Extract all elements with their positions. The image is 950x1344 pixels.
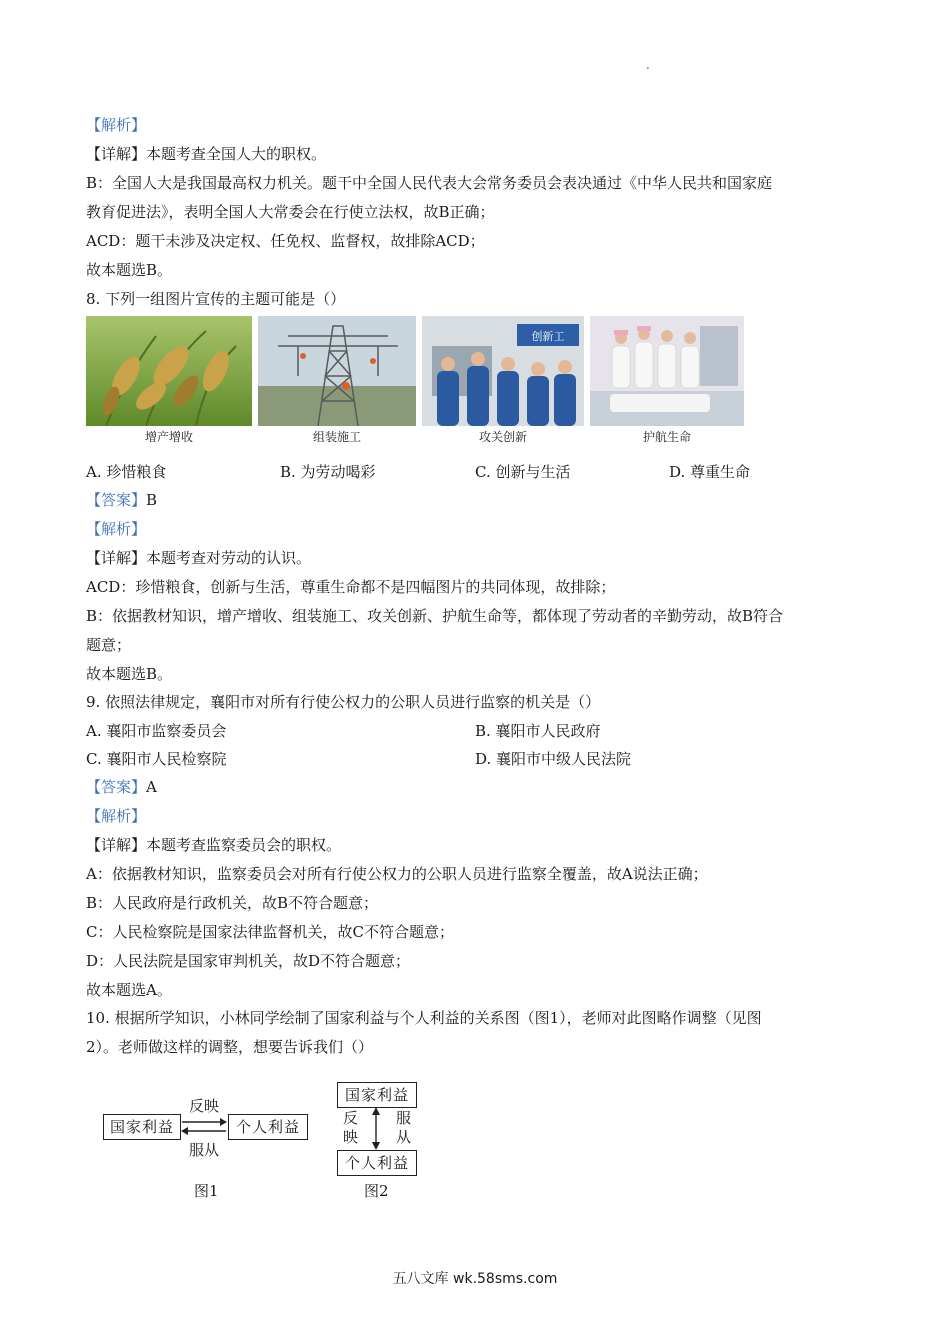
- banner-text: 创新工: [531, 330, 565, 343]
- innovation-team-photo: [422, 316, 584, 426]
- fig2-national-interest-box: 国家利益: [337, 1082, 417, 1108]
- tower-construction-photo: [258, 316, 416, 426]
- q9-answer-line: [86, 773, 876, 802]
- q8-detail-1: 【详解】本题考查对劳动的认识。: [86, 549, 312, 567]
- fig2-reflect-label-1: 反: [343, 1109, 359, 1127]
- fig2-personal-interest-box: 个人利益: [337, 1150, 417, 1176]
- q8-question: 8. 下列一组图片宣传的主题可能是（）: [86, 290, 346, 308]
- q9-option-d: D. 襄阳市中级人民法院: [475, 750, 632, 768]
- q9-detail-3: B：人民政府是行政机关，故B不符合题意；: [86, 894, 379, 912]
- q7-detail-1: 【详解】本题考查全国人大的职权。: [86, 145, 327, 163]
- q7-detail-3: 教育促进法》，表明全国人大常委会在行使立法权，故B正确；: [86, 203, 495, 221]
- q7-detail-2: B：全国人大是我国最高权力机关。题干中全国人民代表大会常务委员会表决通过《中华人民共和国家庭: [86, 174, 773, 192]
- q8-option-c: C. 创新与生活: [475, 463, 571, 481]
- fig2-arrows: [366, 1107, 386, 1150]
- q10-question-1: 10. 根据所学知识，小林同学绘制了国家利益与个人利益的关系图（图1），老师对此图略作调整（见图: [86, 1009, 762, 1027]
- fig1-caption: 图1: [194, 1182, 219, 1200]
- footer-watermark[interactable]: 五八文库 wk.58sms.com: [392, 1271, 558, 1287]
- q9-detail-5: D：人民法院是国家审判机关，故D不符合题意；: [86, 952, 411, 970]
- fig1-national-interest-box: 国家利益: [103, 1114, 181, 1140]
- q7-detail-4: ACD：题干未涉及决定权、任免权、监督权，故排除ACD；: [86, 232, 485, 250]
- analysis-tag: 【解析】: [86, 116, 147, 134]
- fig1-obey-label: 服从: [189, 1141, 220, 1159]
- fig2-caption: 图2: [364, 1182, 389, 1200]
- q9-answer-value: A: [146, 778, 157, 796]
- fig2-obey-label-1: 服: [396, 1109, 412, 1127]
- q8-detail-3: B：依据教材知识，增产增收、组装施工、攻关创新、护航生命等，都体现了劳动者的辛勤劳动，故B符合: [86, 607, 784, 625]
- q10-question-2: 2）。老师做这样的调整，想要告诉我们（）: [86, 1038, 374, 1056]
- q9-option-a: A. 襄阳市监察委员会: [86, 722, 227, 740]
- fig1-arrows: [180, 1114, 228, 1140]
- caption-medical: 护航生命: [642, 430, 691, 444]
- q8-answer-line: [86, 486, 876, 515]
- q9-option-c: C. 襄阳市人民检察院: [86, 750, 227, 768]
- header-dot: .: [646, 58, 650, 72]
- q8-detail-4: 题意；: [86, 636, 132, 654]
- caption-innovation: 攻关创新: [478, 430, 527, 444]
- q8-answer-value: B: [146, 491, 158, 509]
- fig1-reflect-label: 反映: [189, 1097, 220, 1115]
- q8-option-b: B. 为劳动喝彩: [280, 463, 376, 481]
- caption-rice: 增产增收: [144, 430, 193, 444]
- q7-conclusion: 故本题选B。: [86, 261, 173, 279]
- q8-detail-2: ACD：珍惜粮食，创新与生活，尊重生命都不是四幅图片的共同体现，故排除；: [86, 578, 616, 596]
- fig2-reflect-label-2: 映: [343, 1128, 359, 1146]
- answer-tag: 【答案】: [86, 491, 147, 509]
- q8-analysis-tag: 【解析】: [86, 520, 147, 538]
- q8-option-a: A. 珍惜粮食: [86, 463, 167, 481]
- caption-tower: 组装施工: [312, 430, 361, 444]
- q8-option-d: D. 尊重生命: [669, 463, 751, 481]
- fig1-personal-interest-box: 个人利益: [228, 1114, 308, 1140]
- answer-tag: 【答案】: [86, 778, 147, 796]
- q9-detail-4: C：人民检察院是国家法律监督机关，故C不符合题意；: [86, 923, 454, 941]
- q9-detail-2: A：依据教材知识，监察委员会对所有行使公权力的公职人员进行监察全覆盖，故A说法正确；: [86, 865, 708, 883]
- medical-team-photo: [590, 316, 744, 426]
- rice-harvest-photo: [86, 316, 252, 426]
- q9-question: 9. 依照法律规定，襄阳市对所有行使公权力的公职人员进行监察的机关是（）: [86, 693, 601, 711]
- q9-detail-1: 【详解】本题考查监察委员会的职权。: [86, 836, 342, 854]
- q9-analysis-tag: 【解析】: [86, 807, 147, 825]
- q9-conclusion: 故本题选A。: [86, 981, 172, 999]
- q9-option-b: B. 襄阳市人民政府: [475, 722, 601, 740]
- fig2-obey-label-2: 从: [396, 1128, 412, 1146]
- q8-conclusion: 故本题选B。: [86, 665, 173, 683]
